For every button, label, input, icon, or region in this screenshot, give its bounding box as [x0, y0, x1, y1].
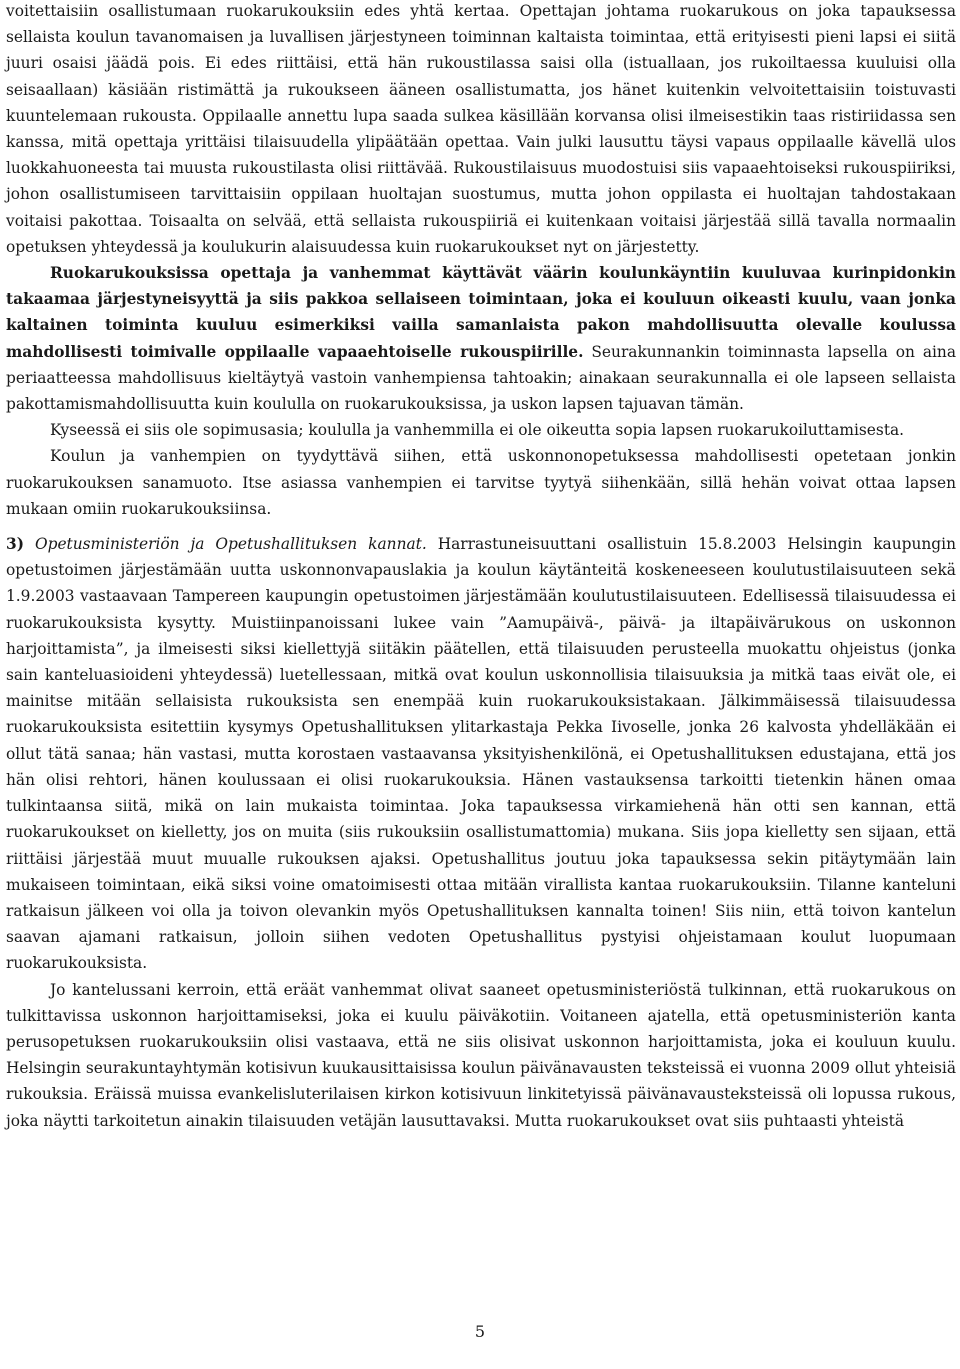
page-number: 5 [474, 1322, 486, 1341]
paragraph-2-text: Seurakunnankin toiminnasta lapsella on aina periaatteessa mahdollisuus kieltäytyä vastoin vanhempiensa tahtoakin; ainakaan seurakunnalla ei ole lapseen sellaista pakottamismahdollisuutta kuin koululla on ruokarukouksissa, ja uskon lapsen tajuavan tämän. [6, 342, 957, 414]
section-title: Opetusministeriön ja Opetushallituksen kannat. [34, 535, 427, 554]
paragraph-2-bold-statement: Ruokarukouksissa opettaja ja vanhemmat käyttävät väärin koulunkäyntiin kuuluvaa kurinpidonkin takaamaa järjestyneisyyttä ja siis pakkoa sellaiseen toimintaan, joka ei kouluun oikeasti kuulu, vaan jonka kaltainen toiminta kuuluu esimerkiksi vailla samanlaista pakon mahdollisuutta olevalle koulussa mahdollisesti toimivalle oppilaalle vapaaehtoiselle rukouspiirille. [6, 264, 956, 361]
paragraph-6: Jo kantelussani kerroin, että eräät vanhemmat olivat saaneet opetusministeriöstä tulkinnan, että ruokarukous on tulkittavissa uskonnon harjoittamiseksi, joka ei kuulu päiväkotiin. Voitaneen ajatella, että opetusministeriön kanta perusopetuksen ruokarukouksiin olisi vastaava, että ne siis olisivat uskonnon harjoittamista, joka ei kouluun kuulu. Helsingin seurakuntayhtymän kotisivun kuukausittaisissa koulun päivänavausten teksteissä ei vuonna 2009 ollut yhteisiä rukouksia. Eräissä muissa evankelisluterilaisen kirkon kotisivuun linkitetyissä päivänavausteksteissä oli lopussa rukous, joka näytti tarkoitetun ainakin tilaisuuden vetäjän lausuttavaksi. Mutta ruokarukoukset ovat siis puhtaasti yhteistä [6, 980, 956, 1130]
section-number: 3) [6, 535, 24, 554]
document-body [6, 0, 956, 1134]
paragraph-4: Koulun ja vanhempien on tyydyttävä siihen, että uskonnonopetuksessa mahdollisesti opetetaan jonkin ruokarukouksen sanamuoto. Itse asiassa vanhempien ei tarvitse tyytyä siihenkään, sillä hehän voivat ottaa lapsen mukaan omiin ruokarukouksiinsa. [6, 447, 956, 518]
section-3-text: Harrastuneisuuttani osallistuin 15.8.2003 Helsingin kaupungin opetustoimen järjestämään uutta uskonnonvapauslakia ja koulun käytänteitä koskeneeseen koulutustilaisuuteen sekä 1.9.2003 vastaavaan Tampereen kaupungin opetustoimen järjestämään koulutustilaisuuteen. Edellisessä tilaisuudessa ei ruokarukouksista kysytty. Muistiinpanoissani lukee vain ”Aamupäivä-, päivä- ja iltapäivärukous on uskonnon harjoittamista”, ja ilmeisesti siksi kiellettyjä siitäkin päätellen, että tilaisuuden perusteella muokattu ohjeistus (jonka sain kanteluasioideni yhteydessä) luetellessaan, mitkä ovat koulun uskonnollisia tilaisuuksia ja mitkä taas eivät ole, ei mainitse mitään sellaisista rukouksista sen enempää kuin ruokarukouksistakaan. Jälkimmäisessä tilaisuudessa ruokarukouksista esitettiin kysymys Opetushallituksen ylitarkastaja Pekka Iivoselle, jonka 26 kalvosta yhdelläkään ei ollut tätä sanaa; hän vastasi, mutta korostaen vastaavansa yksityishenkilönä, ei Opetushallituksen edustajana, että jos hän olisi rehtori, hänen koulussaan ei olisi ruokarukouksia. Hänen vastauksensa tarkoitti tietenkin hänen omaa tulkintaansa siitä, mikä on lain mukaista toimintaa. Joka tapauksessa virkamiehenä hän otti sen kannan, että ruokarukoukset on kielletty, jos on muita (siis rukouksiin osallistumattomia) mukana. Siis jopa kielletty sen sijaan, että riittäisi järjestää muut muualle rukouksen ajaksi. Opetushallitus joutuu joka tapauksessa sekin pitäytymään lain mukaiseen toimintaan, eikä siksi voine omatoimisesti ottaa mitään virallista kantaa ruokarukouksiin. Tilanne kanteluni ratkaisun jälkeen voi olla ja toivon olevankin myös Opetushallituksen kannalta toinen! Siis niin, että toivon kantelun saavan ajamani ratkaisun, jolloin siihen vedoten Opetushallitus pystyisi ohjeistamaan koulut luopumaan ruokarukouksista. [6, 535, 956, 973]
section-3-paragraph [6, 531, 956, 976]
paragraph-1: voitettaisiin osallistumaan ruokarukouksiin edes yhtä kertaa. Opettajan johtama ruokarukous on joka tapauksessa sellaista koulun tavanomaisen ja luvallisen järjestyneen toiminnan kaltaista toimintaa, että erityisesti pieni lapsi ei siitä juuri osaisi jäädä pois. Ei edes riittäisi, että hän rukoustilassa saisi olla (istuallaan, jos rukoiltaessa kuuluisi olla seisaallaan) käsiään ristimättä ja rukoukseen ääneen osallistumatta, jos hänet kuitenkin velvoitettaisiin toistuvasti kuuntelemaan rukousta. Oppilaalle annettu lupa saada sulkea käsillään korvansa olisi ilmeisestikin taas ristiriidassa sen kanssa, mitä opettaja yrittäisi tilaisuudella ylipäätään opettaa. Vain julki lausuttu täysi vapaus oppilaalle kävellä ulos luokkahuoneesta tai muusta rukoustilasta olisi riittävää. Rukoustilaisuus muodostuisi siis vapaaehtoiseksi rukouspiiriksi, johon osallistumiseen tarvittaisiin oppilaan huoltajan suostumus, mutta johon oppilasta ei huoltajan tahdostakaan voitaisi pakottaa. Toisaalta on selvää, että sellaista rukouspiiriä ei kuitenkaan voitaisi järjestää sillä tavalla normaalin opetuksen yhteydessä ja koulukurin alaisuudessa kuin ruokarukoukset nyt on järjestetty. [6, 2, 956, 256]
paragraph-2 [6, 260, 956, 417]
paragraph-3: Kyseessä ei siis ole sopimusasia; koululla ja vanhemmilla ei ole oikeutta sopia lapsen ruokarukoiluttamisesta. [50, 421, 905, 440]
